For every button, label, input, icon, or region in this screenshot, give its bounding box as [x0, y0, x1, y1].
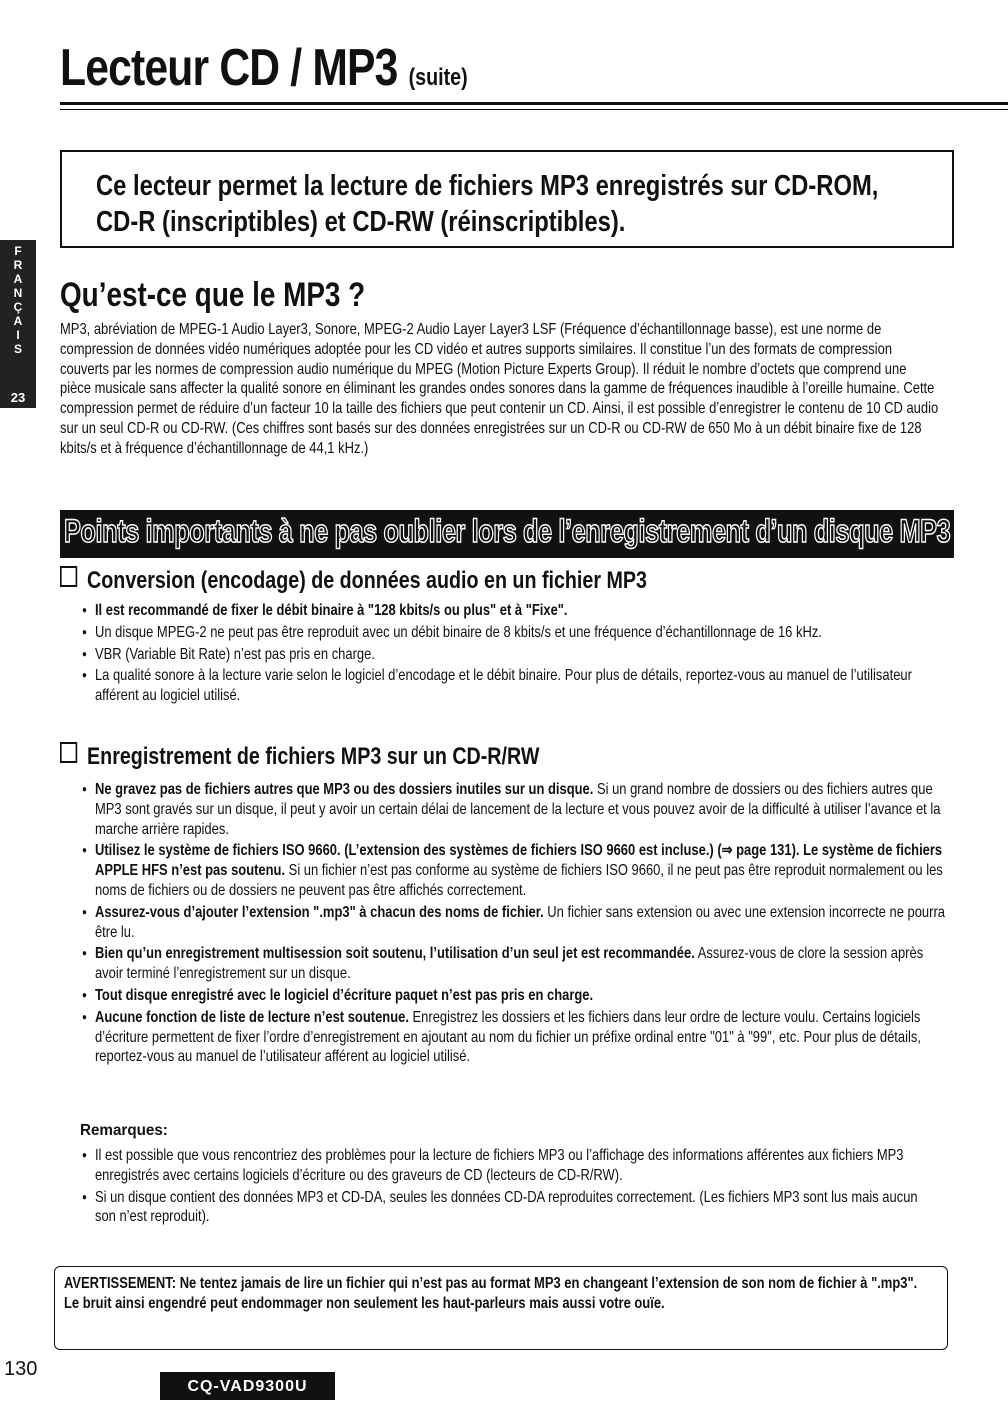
section-body-mp3: MP3, abréviation de MPEG-1 Audio Layer3, Sonore, MPEG-2 Audio Layer Layer3 LSF (Fréquence d’échantillonnage basse), est une norme de compression de données vidéo numériques adoptée pour les CD vidéo et autres supports similaires. Il constitue l’un des formats de compression couverts par les normes de compression audio numérique du MPEG (Motion Picture Experts Group). Il réduit le nombre d’octets que comprend une pièce musicale sans affecter la qualité sonore en éliminant les grandes ondes sonores dans la gamme de fréquences inaudible à l’oreille humaine. Cette compression permet de réduire d’un facteur 10 la taille des fichiers que peut contenir un CD. Ainsi, il est possible d’enregistrer le contenu de 10 CD audio sur un seul CD-R ou CD-RW. (Ces chiffres sont basés sur des données enregistrées sur un CD-R ou CD-RW de 650 Mo à un débit binaire fixe de 128 kbits/s et à fréquence d’échantillonnage de 44,1 kHz.) [60, 321, 939, 457]
list-item-emphasis: Ne gravez pas de fichiers autres que MP3 ou des dossiers inutiles sur un disque. [94, 781, 594, 798]
list-item-text: Assurez-vous de clore la session après avoir terminé l’enregistrement sur un disque. [94, 945, 924, 983]
section-heading-recording [60, 742, 539, 771]
side-tab-letter: S [13, 342, 22, 356]
side-tab-letter: F [14, 244, 22, 258]
recording-list [82, 780, 949, 1069]
section-heading-conversion-text: Conversion (encodage) de données audio en un fichier MP3 [87, 567, 647, 594]
page-title-suffix: (suite) [408, 64, 468, 91]
list-item: ● Si un disque contient des données MP3 et CD-DA, seules les données CD-DA reproduites correctement. (Les fichiers MP3 sont lus mais aucun son n’est reproduit). [82, 1188, 933, 1228]
section-heading-recording-text: Enregistrement de fichiers MP3 sur un CD-R/RW [87, 743, 540, 770]
remarks-list [82, 1146, 933, 1229]
remarks-title: Remarques: [80, 1122, 168, 1139]
side-tab-letters [0, 244, 36, 356]
list-item [82, 841, 949, 900]
side-tab-letter: I [16, 328, 20, 342]
checkbox-icon [60, 566, 77, 587]
model-badge: CQ-VAD9300U [160, 1372, 335, 1400]
warning-text [64, 1274, 931, 1314]
list-item-text: Si un fichier n’est pas conforme au système de fichiers ISO 9660, il ne peut pas être reproduit normalement ou les noms de fichiers ou de dossiers ne peuvent pas être affichés correctement. [94, 862, 943, 899]
warning-body: Ne tentez jamais de lire un fichier qui n’est pas au format MP3 en changeant l’extension de son nom de fichier à ".mp3". Le bruit ainsi engendré peut endommager non seulement les haut-parleurs mais aussi votre ouïe. [64, 1275, 918, 1312]
list-item-emphasis: Aucune fonction de liste de lecture n’est soutenue. [94, 1008, 409, 1026]
side-tab-letter: R [13, 258, 23, 272]
side-tab-letter: A [13, 272, 23, 286]
side-tab-letter: N [13, 286, 23, 300]
list-item: ● La qualité sonore à la lecture varie selon le logiciel d’encodage et le débit binaire. Pour plus de détails, reportez-vous au manuel de l’utilisateur afférent au logiciel utilisé. [82, 666, 949, 706]
page-title-text: Lecteur CD / MP3 [60, 39, 398, 97]
list-item-emphasis: Tout disque enregistré avec le logiciel d’écriture paquet n’est pas pris en charge. [94, 986, 594, 1004]
list-item [82, 944, 949, 984]
section-heading-mp3: Qu’est-ce que le MP3 ? [60, 276, 366, 314]
list-item: ● VBR (Variable Bit Rate) n’est pas pris en charge. [82, 645, 949, 665]
page-number: 130 [4, 1358, 38, 1380]
conversion-list [82, 601, 949, 708]
list-item-text: Un fichier sans extension ou avec une extension incorrecte ne pourra être lu. [94, 903, 945, 941]
title-rule-thin [60, 109, 1008, 110]
list-item-text: Si un grand nombre de dossiers ou des fichiers autres que MP3 sont gravés sur un disque, il peut y avoir un certain délai de lancement de la lecture et vous pouvez avoir de la difficulté à utiliser l’avance et la marche arrière rapides. [94, 781, 941, 838]
intro-text: Ce lecteur permet la lecture de fichiers MP3 enregistrés sur CD-ROM, CD-R (inscriptibles) et CD-RW (réinscriptibles). [96, 170, 879, 238]
checkbox-icon [60, 742, 77, 763]
list-item-text: Enregistrez les dossiers et les fichiers dans leur ordre de lecture voulu. Certains logiciels d’écriture permettent de fixer l’ordre d’enregistrement en ajoutant au nom du fichier un préfixe ordinal entre "01" à "99", etc. Pour plus de détails, reportez-vous au manuel de l’utilisateur afférent au logiciel utilisé. [94, 1008, 921, 1066]
list-item [82, 903, 949, 943]
page-title [60, 38, 468, 98]
warning-label: AVERTISSEMENT: [64, 1275, 177, 1292]
side-tab-letter: Ç [13, 300, 23, 314]
list-item-emphasis: Bien qu’un enregistrement multisession soit soutenu, l’utilisation d’un seul jet est recommandée. [94, 945, 695, 963]
list-item: ● Un disque MPEG-2 ne peut pas être reproduit avec un débit binaire de 8 kbits/s et une fréquence d’échantillonnage de 16 kHz. [82, 623, 949, 643]
list-item-emphasis: Utilisez le système de fichiers ISO 9660. (L’extension des systèmes de fichiers ISO 9660 est incluse.) (⇒ page 131). Le système de fichiers APPLE HFS n’est pas soutenu. [94, 842, 943, 880]
list-item [82, 1008, 949, 1067]
title-rule [60, 102, 1008, 105]
list-item [82, 986, 949, 1006]
list-item: ● Il est possible que vous rencontriez des problèmes pour la lecture de fichiers MP3 ou l’affichage des informations afférentes aux fichiers MP3 enregistrés avec certains logiciels d’écriture ou des graveurs de CD (lecteurs de CD-R/RW). [82, 1146, 933, 1186]
banner-title-text: Points importants à ne pas oublier lors de l’enregistrement d’un disque MP3 [64, 513, 951, 549]
list-item [82, 780, 949, 839]
section-heading-conversion [60, 566, 647, 595]
side-tab-number: 23 [10, 390, 26, 405]
list-item: ● Il est recommandé de fixer le débit binaire à "128 kbits/s ou plus" et à "Fixe". [82, 601, 949, 621]
list-item-emphasis: Assurez-vous d’ajouter l’extension ".mp3" à chacun des noms de fichier. [94, 903, 544, 921]
language-side-tab [0, 240, 36, 408]
side-tab-letter: A [13, 314, 23, 328]
banner-title [64, 513, 951, 550]
